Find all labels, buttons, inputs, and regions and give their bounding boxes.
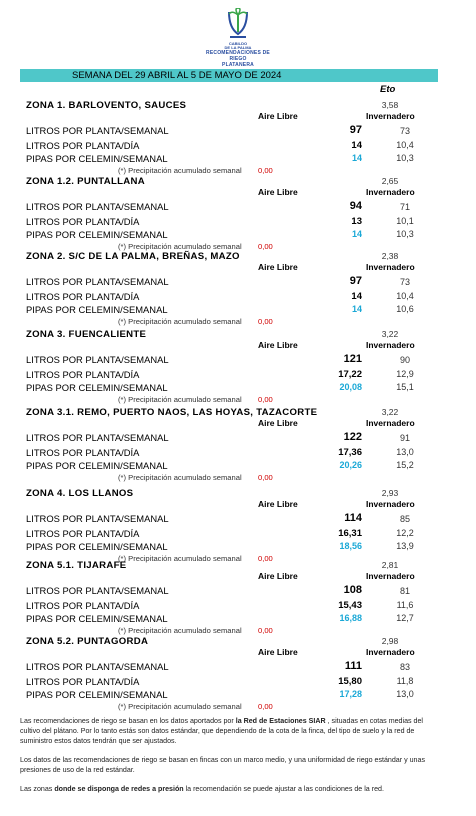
label-pipas-semanal: PIPAS POR CELEMIN/SEMANAL xyxy=(26,382,168,393)
precip-value: 0,00 xyxy=(258,395,273,404)
precip-value: 0,00 xyxy=(258,554,273,563)
value-aire-pipas: 17,28 xyxy=(339,689,362,699)
zone-block xyxy=(0,176,476,256)
header-aire-libre: Aire Libre xyxy=(258,647,298,657)
label-litros-semanal: LITROS POR PLANTA/SEMANAL xyxy=(26,661,169,672)
label-pipas-semanal: PIPAS POR CELEMIN/SEMANAL xyxy=(26,460,168,471)
value-inv-semanal: 85 xyxy=(399,514,410,524)
value-aire-semanal: 121 xyxy=(343,353,362,365)
value-aire-pipas: 14 xyxy=(351,304,362,314)
value-aire-semanal: 122 xyxy=(343,431,362,443)
header-invernadero: Invernadero xyxy=(366,187,415,197)
zone-eto: 2,65 xyxy=(381,176,399,186)
precip-value: 0,00 xyxy=(258,242,273,251)
header-aire-libre: Aire Libre xyxy=(258,262,298,272)
logo-org-line2: DE LA PALMA xyxy=(224,45,252,50)
value-inv-dia: 10,1 xyxy=(396,216,414,226)
zone-block xyxy=(0,407,476,487)
label-pipas-semanal: PIPAS POR CELEMIN/SEMANAL xyxy=(26,229,168,240)
precip-label: (*) Precipitación acumulado semanal xyxy=(118,554,242,563)
label-litros-dia: LITROS POR PLANTA/DÍA xyxy=(26,676,140,687)
label-pipas-semanal: PIPAS POR CELEMIN/SEMANAL xyxy=(26,689,168,700)
label-pipas-semanal: PIPAS POR CELEMIN/SEMANAL xyxy=(26,153,168,164)
footer-text: la recomendación se puede ajustar a las condiciones de la red. xyxy=(183,785,384,793)
value-aire-semanal: 97 xyxy=(349,275,362,287)
value-inv-semanal: 73 xyxy=(399,126,410,136)
label-litros-semanal: LITROS POR PLANTA/SEMANAL xyxy=(26,354,169,365)
label-litros-dia: LITROS POR PLANTA/DÍA xyxy=(26,369,140,380)
value-aire-pipas: 20,26 xyxy=(339,460,362,470)
value-aire-dia: 14 xyxy=(351,140,362,151)
precip-value: 0,00 xyxy=(258,317,273,326)
header-aire-libre: Aire Libre xyxy=(258,187,298,197)
value-inv-dia: 10,4 xyxy=(396,140,414,150)
value-aire-pipas: 14 xyxy=(351,153,362,163)
header-aire-libre: Aire Libre xyxy=(258,418,298,428)
value-inv-pipas: 13,0 xyxy=(396,689,414,699)
zone-block xyxy=(0,560,476,640)
value-aire-semanal: 94 xyxy=(349,200,362,212)
precip-value: 0,00 xyxy=(258,166,273,175)
label-litros-semanal: LITROS POR PLANTA/SEMANAL xyxy=(26,432,169,443)
cabildo-logo xyxy=(198,8,278,68)
footer-siar: la Red de Estaciones SIAR xyxy=(235,717,326,725)
value-inv-dia: 10,4 xyxy=(396,291,414,301)
precip-label: (*) Precipitación acumulado semanal xyxy=(118,626,242,635)
value-inv-dia: 13,0 xyxy=(396,447,414,457)
value-inv-dia: 12,9 xyxy=(396,369,414,379)
label-litros-semanal: LITROS POR PLANTA/SEMANAL xyxy=(26,276,169,287)
footer-paragraph-1 xyxy=(20,716,438,746)
footer-text: Las zonas xyxy=(20,785,55,793)
value-aire-dia: 17,36 xyxy=(338,447,362,458)
week-banner: SEMANA DEL 29 ABRIL AL 5 DE MAYO DE 2024 xyxy=(20,69,438,82)
value-inv-semanal: 91 xyxy=(399,433,410,443)
logo-title-line2: PLATANERA xyxy=(222,62,254,68)
zone-title: ZONA 1. BARLOVENTO, SAUCES xyxy=(26,100,187,111)
value-aire-pipas: 14 xyxy=(351,229,362,239)
value-inv-pipas: 10,3 xyxy=(396,229,414,239)
value-aire-pipas: 16,88 xyxy=(339,613,362,623)
header-invernadero: Invernadero xyxy=(366,571,415,581)
precip-label: (*) Precipitación acumulado semanal xyxy=(118,473,242,482)
value-aire-dia: 17,22 xyxy=(338,369,362,380)
precip-value: 0,00 xyxy=(258,626,273,635)
zone-title: ZONA 3. FUENCALIENTE xyxy=(26,329,147,340)
label-litros-semanal: LITROS POR PLANTA/SEMANAL xyxy=(26,513,169,524)
precip-value: 0,00 xyxy=(258,473,273,482)
value-aire-dia: 13 xyxy=(351,216,362,227)
precip-label: (*) Precipitación acumulado semanal xyxy=(118,702,242,711)
zone-block xyxy=(0,251,476,331)
precip-label: (*) Precipitación acumulado semanal xyxy=(118,395,242,404)
zone-block xyxy=(0,488,476,568)
zone-title: ZONA 1.2. PUNTALLANA xyxy=(26,176,145,187)
footer-text: Las recomendaciones de riego se basan en los datos aportados por xyxy=(20,717,236,725)
label-litros-dia: LITROS POR PLANTA/DÍA xyxy=(26,600,140,611)
value-inv-pipas: 13,9 xyxy=(396,541,414,551)
value-inv-semanal: 73 xyxy=(399,277,410,287)
header-aire-libre: Aire Libre xyxy=(258,499,298,509)
label-litros-dia: LITROS POR PLANTA/DÍA xyxy=(26,216,140,227)
precip-label: (*) Precipitación acumulado semanal xyxy=(118,166,242,175)
zone-title: ZONA 5.1. TIJARAFE xyxy=(26,560,127,571)
zone-block xyxy=(0,329,476,409)
eto-header: Eto xyxy=(380,84,396,95)
value-aire-dia: 16,31 xyxy=(338,528,362,539)
zone-eto: 3,22 xyxy=(381,407,399,417)
header-aire-libre: Aire Libre xyxy=(258,340,298,350)
zone-block xyxy=(0,636,476,716)
label-litros-dia: LITROS POR PLANTA/DÍA xyxy=(26,447,140,458)
label-litros-dia: LITROS POR PLANTA/DÍA xyxy=(26,528,140,539)
value-inv-dia: 12,2 xyxy=(396,528,414,538)
header-invernadero: Invernadero xyxy=(366,499,415,509)
footer-paragraph-2: Los datos de las recomendaciones de riego se basan en fincas con un marco medio, y una uniformidad de riego estándar y unas presiones de uso de la red estándar. xyxy=(20,756,425,774)
header-invernadero: Invernadero xyxy=(366,111,415,121)
value-aire-semanal: 97 xyxy=(349,124,362,136)
value-aire-semanal: 114 xyxy=(344,512,362,524)
value-inv-dia: 11,8 xyxy=(396,676,414,686)
zone-block xyxy=(0,100,476,180)
zone-title: ZONA 5.2. PUNTAGORDA xyxy=(26,636,149,647)
label-litros-semanal: LITROS POR PLANTA/SEMANAL xyxy=(26,125,169,136)
header-invernadero: Invernadero xyxy=(366,340,415,350)
zone-eto: 2,98 xyxy=(381,636,399,646)
precip-label: (*) Precipitación acumulado semanal xyxy=(118,317,242,326)
header-aire-libre: Aire Libre xyxy=(258,111,298,121)
label-pipas-semanal: PIPAS POR CELEMIN/SEMANAL xyxy=(26,304,168,315)
zone-eto: 2,38 xyxy=(381,251,399,261)
value-aire-dia: 15,43 xyxy=(338,600,362,611)
zone-eto: 2,93 xyxy=(381,488,399,498)
value-inv-pipas: 12,7 xyxy=(396,613,414,623)
footer-paragraph-3 xyxy=(20,784,438,794)
label-litros-dia: LITROS POR PLANTA/DÍA xyxy=(26,291,140,302)
zone-title: ZONA 3.1. REMO, PUERTO NAOS, LAS HOYAS, TAZACORTE xyxy=(26,407,318,418)
value-inv-dia: 11,6 xyxy=(396,600,414,610)
value-aire-semanal: 111 xyxy=(344,660,362,672)
label-litros-semanal: LITROS POR PLANTA/SEMANAL xyxy=(26,585,169,596)
value-inv-pipas: 10,3 xyxy=(396,153,414,163)
zone-title: ZONA 2. S/C DE LA PALMA, BREÑAS, MAZO xyxy=(26,251,240,262)
value-inv-pipas: 15,2 xyxy=(396,460,414,470)
header-invernadero: Invernadero xyxy=(366,647,415,657)
zone-eto: 3,22 xyxy=(381,329,399,339)
value-inv-semanal: 90 xyxy=(399,355,410,365)
logo-org-line1: CABILDO xyxy=(228,41,248,46)
value-aire-semanal: 108 xyxy=(343,584,362,596)
palm-tree-icon xyxy=(226,8,250,42)
footer-redes: donde se disponga de redes a presión xyxy=(54,785,184,793)
label-pipas-semanal: PIPAS POR CELEMIN/SEMANAL xyxy=(26,541,168,552)
precip-value: 0,00 xyxy=(258,702,273,711)
value-aire-pipas: 20,08 xyxy=(339,382,362,392)
value-aire-dia: 14 xyxy=(351,291,362,302)
label-litros-dia: LITROS POR PLANTA/DÍA xyxy=(26,140,140,151)
label-litros-semanal: LITROS POR PLANTA/SEMANAL xyxy=(26,201,169,212)
value-inv-semanal: 83 xyxy=(399,662,410,672)
header-invernadero: Invernadero xyxy=(366,418,415,428)
value-inv-semanal: 81 xyxy=(399,586,410,596)
zone-title: ZONA 4. LOS LLANOS xyxy=(26,488,134,499)
value-inv-pipas: 10,6 xyxy=(396,304,414,314)
precip-label: (*) Precipitación acumulado semanal xyxy=(118,242,242,251)
zone-eto: 3,58 xyxy=(381,100,399,110)
value-inv-pipas: 15,1 xyxy=(396,382,414,392)
label-pipas-semanal: PIPAS POR CELEMIN/SEMANAL xyxy=(26,613,168,624)
value-inv-semanal: 71 xyxy=(399,202,410,212)
value-aire-pipas: 18,56 xyxy=(339,541,362,551)
value-aire-dia: 15,80 xyxy=(338,676,362,687)
logo-title-line1: RECOMENDACIONES DE RIEGO xyxy=(206,50,270,62)
header-invernadero: Invernadero xyxy=(366,262,415,272)
zone-eto: 2,81 xyxy=(381,560,399,570)
footer-text: , situadas en cotas medias del cultivo del plátano. Por lo tanto estás son datos estándar, que dependiendo de la cota de la finca, del tipo de suelo y la red de suministro estos datos tendrán que ser ajustados. xyxy=(20,717,424,745)
header-aire-libre: Aire Libre xyxy=(258,571,298,581)
